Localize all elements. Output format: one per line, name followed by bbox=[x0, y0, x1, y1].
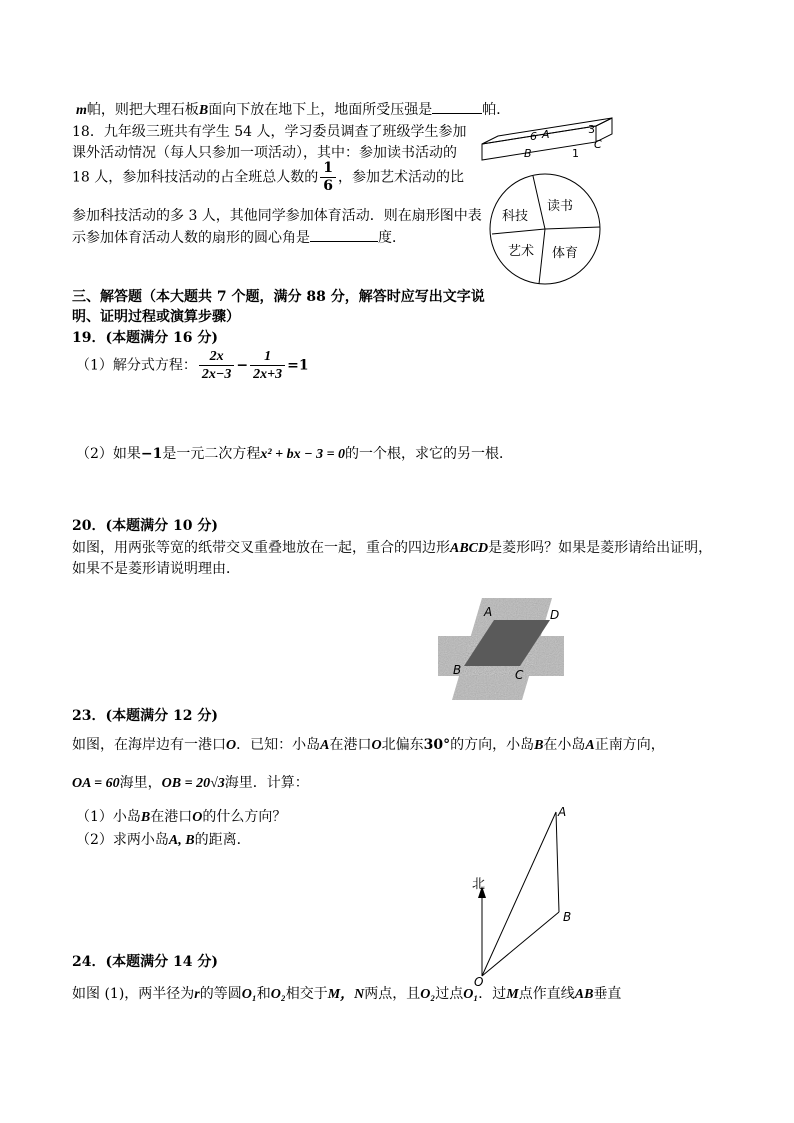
label-a: A bbox=[542, 128, 550, 141]
vertex-a: A bbox=[484, 605, 493, 619]
label-c: C bbox=[594, 138, 602, 151]
segment-ob bbox=[482, 912, 559, 976]
pie-label-art: 艺术 bbox=[508, 244, 535, 259]
port-islands-figure bbox=[466, 800, 576, 988]
vertex-b: B bbox=[453, 663, 462, 677]
pie-label-sports: 体育 bbox=[552, 246, 579, 261]
segment-oa bbox=[482, 812, 556, 976]
q19-part2: （2）如果−1是一元二次方程x² + bx − 3 = 0的一个根，求它的另一根． bbox=[76, 446, 514, 462]
q23-line2: OA = 60海里，OB = 20√3海里．计算： bbox=[72, 775, 309, 791]
fraction-1-over-2x-3: $\frac{1}{2x+3}$ bbox=[250, 348, 285, 383]
label-3: 3 bbox=[588, 123, 595, 136]
q19-part1: （1）解分式方程： $\frac{2x}{2x-3}$ − $\frac{1}{2x+3}$ =1 bbox=[76, 349, 309, 382]
q23-part2: （2）求两小岛A, B的距离． bbox=[76, 832, 251, 848]
crossed-strips-figure bbox=[432, 590, 572, 706]
fraction-one-sixth: $\frac{1}{6}$ bbox=[320, 160, 336, 195]
q19-heading: 19．(本题满分 16 分) bbox=[72, 330, 218, 346]
q18-line2: 课外活动情况（每人只参加一项活动），其中：参加读书活动的 bbox=[72, 145, 457, 161]
q20-line2: 如果不是菱形请说明理由． bbox=[72, 561, 240, 577]
segment-ab bbox=[556, 812, 559, 912]
fraction-2x-over-2x-3: $\frac{2x}{2x-3}$ bbox=[199, 348, 234, 383]
section3-heading-line1: 三、解答题（本大题共 7 个题，满分 88 分，解答时应写出文字说 bbox=[72, 289, 485, 305]
point-a: A bbox=[558, 805, 567, 819]
q24-heading: 24．(本题满分 14 分) bbox=[72, 954, 218, 970]
vertex-d: D bbox=[550, 608, 560, 622]
q18-line3: 18 人，参加科技活动的占全班总人数的 $\frac{1}{6}$ ，参加艺术活动的比 bbox=[72, 160, 465, 194]
q17-tail-line: m帕，则把大理石板B面向下放在地下上，地面所受压强是 帕． bbox=[76, 99, 510, 119]
q23-line1: 如图，在海岸边有一港口O．已知：小岛A在港口O北偏东30°的方向，小岛B在小岛A正南方向， bbox=[72, 737, 665, 753]
q20-line1: 如图，用两张等宽的纸带交叉重叠地放在一起，重合的四边形ABCD是菱形吗？如果是菱形请给出证明， bbox=[72, 540, 713, 556]
q18-line1: 18．九年级三班共有学生 54 人，学习委员调查了班级学生参加 bbox=[72, 124, 467, 140]
pie-label-science: 科技 bbox=[502, 209, 529, 224]
label-b: B bbox=[524, 147, 532, 160]
q23-part1: （1）小岛B在港口O的什么方向？ bbox=[76, 809, 287, 825]
section3-heading-line2: 明、证明过程或演算步骤） bbox=[72, 309, 240, 325]
point-b: B bbox=[563, 910, 572, 924]
point-o: O bbox=[474, 975, 484, 988]
q18-line5: 示参加体育活动人数的扇形的圆心角是 度． bbox=[72, 227, 406, 247]
label-1: 1 bbox=[572, 147, 579, 160]
q20-heading: 20．(本题满分 10 分) bbox=[72, 518, 218, 534]
label-6: 6 bbox=[530, 130, 537, 143]
answer-blank[interactable] bbox=[432, 99, 482, 114]
vertex-c: C bbox=[515, 668, 524, 682]
north-label: 北 bbox=[472, 877, 486, 892]
q23-heading: 23．(本题满分 12 分) bbox=[72, 708, 218, 724]
q18-line4: 参加科技活动的多 3 人，其他同学参加体育活动．则在扇形图中表 bbox=[72, 208, 482, 224]
answer-blank[interactable] bbox=[310, 227, 378, 242]
pie-label-reading: 读书 bbox=[547, 199, 574, 214]
q24-line1: 如图 (1)，两半径为r的等圆O₁和O₂相交于M，N两点，且O₂过点O₁．过M点作直线AB垂直 bbox=[72, 986, 622, 1002]
marble-slab-figure bbox=[478, 110, 620, 170]
pie-chart-figure bbox=[488, 172, 604, 288]
